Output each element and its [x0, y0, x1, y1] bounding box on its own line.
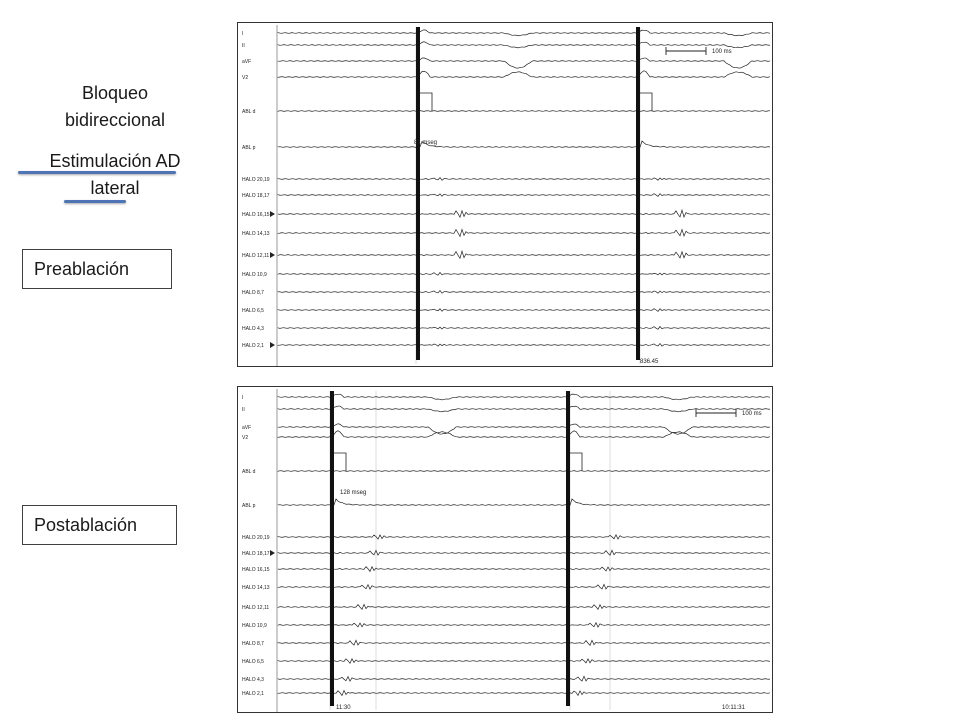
channel-trace — [278, 499, 770, 505]
channel-trace — [278, 659, 770, 663]
channel-trace — [278, 309, 770, 312]
channel-label: HALO 14,13 — [242, 231, 270, 237]
channel-trace — [278, 535, 770, 539]
underline-upper — [18, 171, 176, 174]
channel-label: HALO 4,3 — [242, 326, 264, 332]
channel-trace — [278, 550, 770, 555]
channel-label: HALO 16,15 — [242, 212, 270, 218]
channel-trace — [278, 424, 770, 435]
title-line-2: bidireccional — [64, 110, 166, 130]
channel-trace — [278, 471, 770, 472]
pacing-artifact — [330, 391, 334, 706]
channel-label: HALO 18,17 — [242, 193, 270, 199]
channel-marker — [270, 550, 275, 556]
channel-trace — [278, 194, 770, 197]
ecg-tracing-postablation — [237, 386, 773, 713]
channel-label: HALO 20,19 — [242, 535, 270, 541]
channel-trace — [278, 178, 770, 181]
scale-label: 100 ms — [742, 411, 762, 417]
scale-bar — [696, 409, 736, 417]
channel-label: HALO 6,5 — [242, 308, 264, 314]
channel-trace — [278, 251, 770, 258]
channel-trace — [278, 623, 770, 627]
channel-label: HALO 10,9 — [242, 623, 267, 629]
underline-lower — [64, 200, 126, 203]
interval-label: 128 mseg — [340, 490, 367, 496]
channel-trace — [278, 42, 770, 48]
time-label: 10:11:31 — [722, 705, 745, 711]
channel-trace — [278, 431, 770, 438]
channel-trace — [278, 584, 770, 589]
channel-label: V2 — [242, 435, 249, 441]
pacing-artifact — [416, 27, 420, 360]
channel-trace — [278, 30, 770, 36]
channel-label: ABL p — [242, 145, 256, 151]
channel-label: HALO 8,7 — [242, 641, 264, 647]
pacing-pulse — [418, 93, 432, 111]
channel-label: ABL p — [242, 503, 256, 509]
channel-label: HALO 6,5 — [242, 659, 264, 665]
channel-trace — [278, 690, 770, 695]
channel-label: HALO 8,7 — [242, 290, 264, 296]
channel-label: ABL d — [242, 109, 256, 115]
channel-label: HALO 12,11 — [242, 605, 270, 611]
channel-label: HALO 2,1 — [242, 343, 264, 349]
channel-trace — [278, 210, 770, 217]
channel-label: II — [242, 407, 245, 413]
subtitle-line-1: Estimulación AD — [49, 151, 181, 171]
channel-trace — [278, 567, 770, 572]
channel-label: I — [242, 31, 244, 37]
channel-label: HALO 4,3 — [242, 677, 264, 683]
channel-marker — [270, 211, 275, 217]
channel-label: HALO 16,15 — [242, 567, 270, 573]
channel-trace — [278, 394, 770, 400]
ecg-tracing-postablation-svg — [238, 387, 774, 714]
subtitle-estimulacion — [20, 148, 210, 202]
time-label: 836.45 — [640, 359, 659, 365]
interval-label: 81 mseg — [414, 140, 438, 146]
channel-label: V2 — [242, 75, 249, 81]
channel-trace — [278, 229, 770, 236]
channel-trace — [278, 141, 770, 147]
channel-label: ABL d — [242, 469, 256, 475]
channel-trace — [278, 344, 770, 347]
channel-trace — [278, 111, 770, 112]
subtitle-line-2: lateral — [90, 178, 140, 198]
channel-label: aVF — [242, 59, 252, 65]
channel-marker — [270, 252, 275, 258]
pacing-pulse — [332, 453, 346, 471]
channel-trace — [278, 604, 770, 609]
channel-trace — [278, 58, 770, 68]
channel-label: aVF — [242, 425, 252, 431]
channel-label: HALO 20,19 — [242, 177, 270, 183]
channel-label: HALO 2,1 — [242, 691, 264, 697]
ecg-tracing-preablation — [237, 22, 773, 367]
channel-marker — [270, 342, 275, 348]
channel-label: HALO 18,17 — [242, 551, 270, 557]
pacing-artifact — [566, 391, 570, 706]
postablacion-label: Postablación — [22, 505, 177, 545]
title-line-1: Bloqueo — [81, 83, 149, 103]
channel-label: II — [242, 43, 245, 49]
scale-label: 100 ms — [712, 49, 732, 55]
channel-trace — [278, 327, 770, 330]
preablacion-label: Preablación — [22, 249, 172, 289]
channel-trace — [278, 71, 770, 78]
ecg-tracing-preablation-svg — [238, 23, 774, 368]
channel-trace — [278, 640, 770, 645]
channel-label: HALO 12,11 — [242, 253, 270, 259]
channel-label: HALO 14,13 — [242, 585, 270, 591]
channel-label: HALO 10,9 — [242, 272, 267, 278]
channel-label: I — [242, 395, 244, 401]
pacing-artifact — [636, 27, 640, 360]
title-bloqueo — [20, 80, 210, 134]
channel-trace — [278, 291, 770, 294]
time-label-left: 11:30 — [336, 705, 351, 711]
scale-bar — [666, 47, 706, 55]
channel-trace — [278, 676, 770, 681]
channel-trace — [278, 272, 770, 275]
